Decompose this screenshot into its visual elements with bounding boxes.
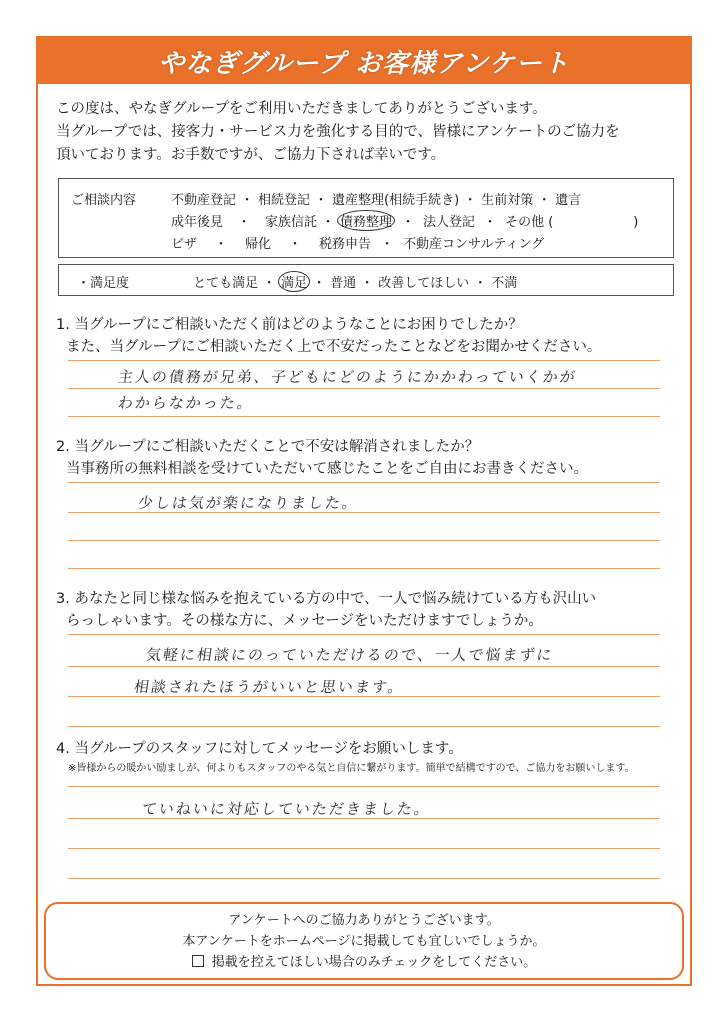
answer-rule bbox=[68, 878, 660, 879]
separator: ・ bbox=[360, 276, 374, 291]
answer-rule bbox=[68, 666, 660, 667]
separator: ・ bbox=[262, 276, 276, 291]
intro-line: 頂いております。お手数ですが、ご協力下されば幸いです。 bbox=[56, 147, 446, 163]
consult-option[interactable]: 不動産登記 bbox=[171, 193, 237, 208]
answer-rule bbox=[68, 482, 660, 483]
satisfaction-option[interactable]: 改善してほしい bbox=[378, 276, 470, 291]
separator: ・ bbox=[288, 237, 302, 252]
consult-row-3 bbox=[171, 233, 544, 252]
consult-option[interactable]: 税務申告 bbox=[319, 237, 372, 252]
separator: ・ bbox=[312, 276, 326, 291]
separator: ・ bbox=[473, 276, 487, 291]
page-title: やなぎグループ お客様アンケート bbox=[158, 48, 570, 79]
consult-option[interactable]: 家族信託 bbox=[265, 215, 318, 230]
answer-rule bbox=[68, 416, 660, 417]
answer-rule bbox=[68, 634, 660, 635]
answer-rule bbox=[68, 512, 660, 513]
question-3 bbox=[56, 588, 686, 632]
answer-rule bbox=[68, 848, 660, 849]
satisfaction-option-selected[interactable]: 満足 bbox=[278, 271, 310, 292]
consult-option[interactable]: 相続登記 bbox=[258, 193, 311, 208]
consult-other-close: ) bbox=[633, 215, 639, 230]
survey-sheet bbox=[36, 36, 692, 986]
separator: ・ bbox=[537, 193, 551, 208]
question-text: 3. あなたと同じ様な悩みを抱えている方の中で、一人で悩み続けている方も沢山い bbox=[56, 591, 597, 607]
question-text: また、当グループにご相談いただく上で不安だったことなどをお聞かせください。 bbox=[66, 339, 602, 355]
answer-3-line-1[interactable]: 気軽に相談にのっていただけるので、一人で悩まずに bbox=[144, 646, 555, 664]
footer-box bbox=[44, 902, 684, 980]
consult-option[interactable]: その他 ( bbox=[505, 215, 554, 230]
consult-option[interactable]: 不動産コンサルティング bbox=[403, 237, 545, 252]
question-note: ※皆様からの暖かい励ましが、何よりもスタッフのやる気と自信に繋がります。簡単で結構ですので、ご協力をお願いします。 bbox=[68, 763, 635, 774]
separator: ・ bbox=[483, 215, 497, 230]
consult-box bbox=[58, 178, 674, 258]
consult-option[interactable]: 帰化 bbox=[245, 237, 272, 252]
consult-option[interactable]: 法人登記 bbox=[423, 215, 476, 230]
separator: ・ bbox=[237, 215, 251, 230]
separator: ・ bbox=[321, 215, 335, 230]
consult-option[interactable]: 遺言 bbox=[555, 193, 582, 208]
checkbox-label: 掲載を控えてほしい場合のみチェックをしてください。 bbox=[211, 955, 537, 970]
separator: ・ bbox=[401, 215, 415, 230]
question-text: 当事務所の無料相談を受けていただいて感じたことをご自由にお書きください。 bbox=[66, 461, 588, 477]
footer-thanks: アンケートへのご協力ありがとうございます。 bbox=[228, 913, 500, 928]
consult-option[interactable]: 遺産整理(相続手続き) bbox=[332, 193, 460, 208]
intro-text bbox=[56, 98, 686, 167]
answer-4-line-1[interactable]: ていねいに対応していただきました。 bbox=[140, 800, 433, 818]
question-2 bbox=[56, 436, 686, 480]
answer-rule bbox=[68, 786, 660, 787]
satisfaction-option[interactable]: 普通 bbox=[330, 276, 357, 291]
answer-1-line-2[interactable]: わからなかった。 bbox=[116, 394, 256, 412]
answer-rule bbox=[68, 540, 660, 541]
question-text: らっしゃいます。その様な方に、メッセージをいただけますでしょうか。 bbox=[66, 613, 543, 629]
satisfaction-label: ・満足度 bbox=[77, 276, 130, 291]
satisfaction-option[interactable]: 不満 bbox=[491, 276, 518, 291]
question-text: 2. 当グループにご相談いただくことで不安は解消されましたか？ bbox=[56, 439, 480, 455]
consult-option-selected[interactable]: 債務整理 bbox=[337, 210, 395, 231]
footer-checkbox-row bbox=[46, 952, 682, 973]
satisfaction-row bbox=[77, 272, 517, 291]
header-banner bbox=[38, 38, 690, 84]
answer-3-line-2[interactable]: 相談されたほうがいいと思います。 bbox=[132, 678, 407, 696]
intro-line: この度は、やなぎグループをご利用いただきましてありがとうございます。 bbox=[56, 101, 547, 117]
answer-rule bbox=[68, 568, 660, 569]
footer-question: 本アンケートをホームページに掲載しても宜しいでしょうか。 bbox=[182, 934, 546, 949]
answer-rule bbox=[68, 696, 660, 697]
separator: ・ bbox=[463, 193, 477, 208]
question-text: 1. 当グループにご相談いただく前はどのようなことにお困りでしたか？ bbox=[56, 317, 523, 333]
question-1 bbox=[56, 314, 686, 358]
answer-rule bbox=[68, 388, 660, 389]
answer-2-line-1[interactable]: 少しは気が楽になりました。 bbox=[136, 494, 361, 512]
answer-rule bbox=[68, 360, 660, 361]
separator: ・ bbox=[380, 237, 394, 252]
consult-option[interactable]: 成年後見 bbox=[171, 215, 224, 230]
consult-row-1 bbox=[171, 189, 581, 208]
answer-rule bbox=[68, 818, 660, 819]
consult-row-2 bbox=[171, 211, 638, 230]
consult-option[interactable]: 生前対策 bbox=[481, 193, 534, 208]
separator: ・ bbox=[240, 193, 254, 208]
consult-label: ご相談内容 bbox=[71, 193, 137, 208]
intro-line: 当グループでは、接客力・サービス力を強化する目的で、皆様にアンケートのご協力を bbox=[56, 124, 620, 140]
question-4 bbox=[56, 738, 686, 778]
answer-rule bbox=[68, 726, 660, 727]
separator: ・ bbox=[214, 237, 228, 252]
satisfaction-option[interactable]: とても満足 bbox=[193, 276, 259, 291]
publish-optout-checkbox[interactable] bbox=[192, 955, 204, 967]
consult-option[interactable]: ビザ bbox=[171, 237, 198, 252]
satisfaction-box bbox=[58, 264, 674, 296]
question-text: 4. 当グループのスタッフに対してメッセージをお願いします。 bbox=[56, 741, 463, 757]
separator: ・ bbox=[314, 193, 328, 208]
answer-1-line-1[interactable]: 主人の債務が兄弟、子どもにどのようにかかわっていくかが bbox=[116, 368, 579, 386]
